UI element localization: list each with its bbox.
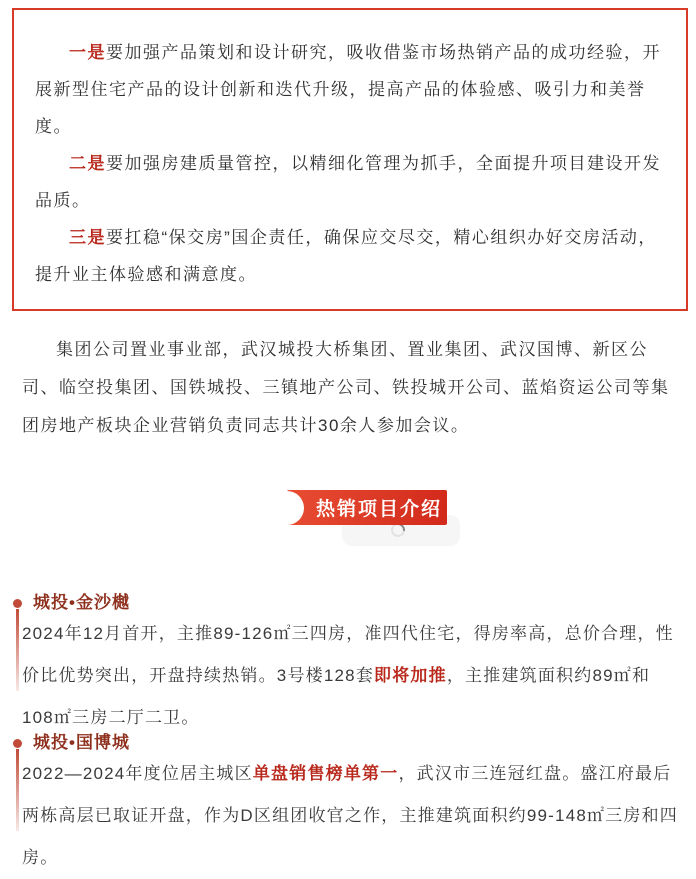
project-item-guobocheng: [22, 733, 682, 879]
rail-line: [16, 609, 19, 691]
project-name: 城投•国博城: [33, 733, 130, 752]
section-title-ribbon: [287, 490, 447, 525]
section-title: 热销项目介绍: [315, 499, 442, 520]
article-page: [0, 8, 696, 879]
bullet-dot-icon: [13, 599, 22, 608]
key-point-paragraph-1: 一是要加强产品策划和设计研究，吸收借鉴市场热销产品的成功经验，开展新型住宅产品的设计创新和迭代升级，提高产品的体验感、吸引力和美誉度。: [35, 43, 661, 136]
key-points-box: [12, 8, 688, 311]
project-item-jinshayue: [22, 593, 682, 739]
project-list: [0, 593, 696, 879]
section-banner-area: [0, 490, 696, 545]
key-point-paragraph-3: 三是要扛稳“保交房”国企责任，确保应交尽交，精心组织办好交房活动，提升业主体验感和满意度。: [35, 228, 657, 284]
attendees-paragraph: 集团公司置业事业部，武汉城投大桥集团、置业集团、武汉国博、新区公司、临空投集团、国铁城投、三镇地产公司、铁投城开公司、蓝焰资运公司等集团房地产板块企业营销负责同志共计30余人参加会议。: [22, 340, 670, 435]
project-name: 城投•金沙樾: [33, 593, 130, 612]
bullet-dot-icon: [13, 739, 22, 748]
rail-line: [16, 749, 19, 831]
project-description: 2024年12月首开，主推89-126㎡三四房，准四代住宅，得房率高，总价合理，性价比优势突出，开盘持续热销。3号楼128套即将加推，主推建筑面积约89㎡和108㎡三房二厅二卫。: [22, 624, 674, 727]
project-description: 2022—2024年度位居主城区单盘销售榜单第一，武汉市三连冠红盘。盛江府最后两栋高层已取证开盘，作为D区组团收官之作，主推建筑面积约99-148㎡三房和四房。: [22, 764, 679, 867]
key-point-paragraph-2: 二是要加强房建质量管控，以精细化管理为抓手，全面提升项目建设开发品质。: [35, 154, 661, 210]
